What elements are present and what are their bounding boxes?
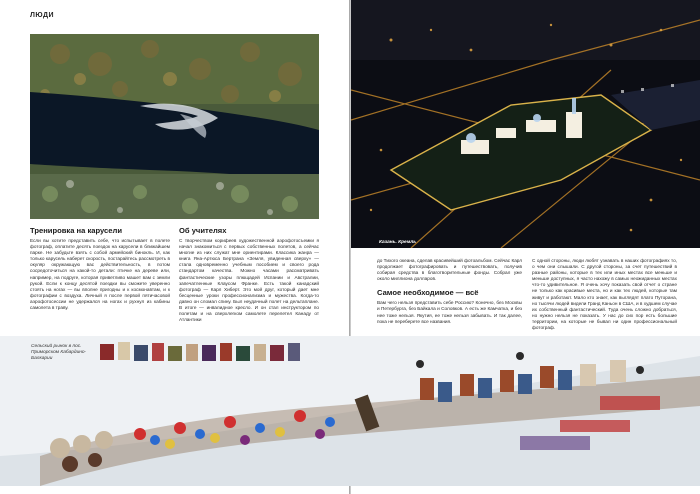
river-photo-caption: Река Ворона Зелёная, Архангельская область	[284, 4, 343, 15]
article-carousel-heading: Тренировка на карусели	[30, 226, 122, 235]
snow-market-photo	[0, 336, 700, 486]
river-aerial-photo	[30, 34, 319, 219]
city-photo-caption: Казань. Кремль	[379, 240, 417, 245]
article-continued-text: до Тихого океана, сделав красивейший фотоальбом. Сейчас Карл продолжает фотографировать и путешествовать, получив собирая средства в благотворительные фонды. Собрал уже около миллиона долларов.	[377, 258, 522, 282]
article-teachers-heading: Об учителях	[179, 226, 227, 235]
article-carousel	[30, 226, 170, 311]
article-necessary	[377, 258, 522, 325]
article-column-right	[532, 258, 677, 331]
article-teachers-body: С творчеством корифеев художественной аэрофотосъемки я начал знакомиться с первых собственных полетов, а сейчас многие из них служат мне ориентирами. Классика жанра — книга Яна-Артюса Бертрана «Земля, увиденная сверху» — стала одновременно учебным пособием и своего рода стандартом качества. Можно часами рассматривать фантастические узоры плющадей Испании и Австралии, запечатленные Клаусом Франке. Есть такой канадский фотограф — Карл Хиберт. Это мой друг, который дает мне бесценные уроки профессионализма и мужества. Когда-то давно он сломал спину. Был неудачный полет на дельтаплане. В итоге — инвалидное кресло. И он стал инструктором по полетам и на сверхлегком самолете перелетел Канаду от Атлантики	[179, 238, 319, 323]
kazan-kremlin-night-photo	[351, 0, 700, 248]
article-carousel-body: Если вы хотите представить себе, что испытывает в полете фотограф, оплатите десять поездок на карусели в ближайшем парке. Не забудьте взять с собой армейский бинокль. И, как только карусель наберет скорость, постарайтесь рассмотреть в окуляр окружающую вас действительность, в потом сосредоточиться на какой-то детали: птичке на дереве или, например, на подруге, которая приветливо машет вам с земли рукой. Если к концу десятой поездки вы сможете уверенно стоять на ногах — вы вполне пригодны и к космонавтам, и к фотографии с воздуха. Личный я после первой пятичасовой аэрофотосессии не удержался на ногах и рухнул из кабины самолета в траву.	[30, 238, 170, 311]
article-necessary-body: Вам чего нельзя представить себе Россию? Конечно, без Москвы и Петербурга, без Байкала и Соловков. А есть же Камчатка, и без нее тоже нельзя. Якутия, ее тоже нельзя забывать. И так далее, пока не переберете все названия.	[377, 300, 522, 324]
section-label: ЛЮДИ	[30, 12, 54, 19]
article-necessary-heading: Самое необходимое — всё	[377, 288, 479, 298]
market-photo-caption: Сельский рынок в пос. Приморском Кабардино-Балкарии	[31, 344, 87, 361]
article-teachers	[179, 226, 319, 323]
article-right-column-body: С одной стороны, люди любят узнавать в наших фотографиях то, о чем они слышали. С другой стороны, за счет путешествий в разные районы, которые в тех или иных местах все меньше и меньше доступных, я часто нахожу в самых неожиданных местах что-то удивительное. Я очень хочу показать свой отчет о стране не только как красивые места, но и как тех людей, которые там живут и работают. Мало кто знает, как выглядят плато Путорана, но тысячи людей видели Гранд Каньон в США, и в худшем случае их собственный фантастический. Туда очень сложно добраться, но нужно нельзя не показать. У нас до сих пор есть большие территории, на которые не бывал ни один профессиональный фотограф.	[532, 258, 677, 331]
